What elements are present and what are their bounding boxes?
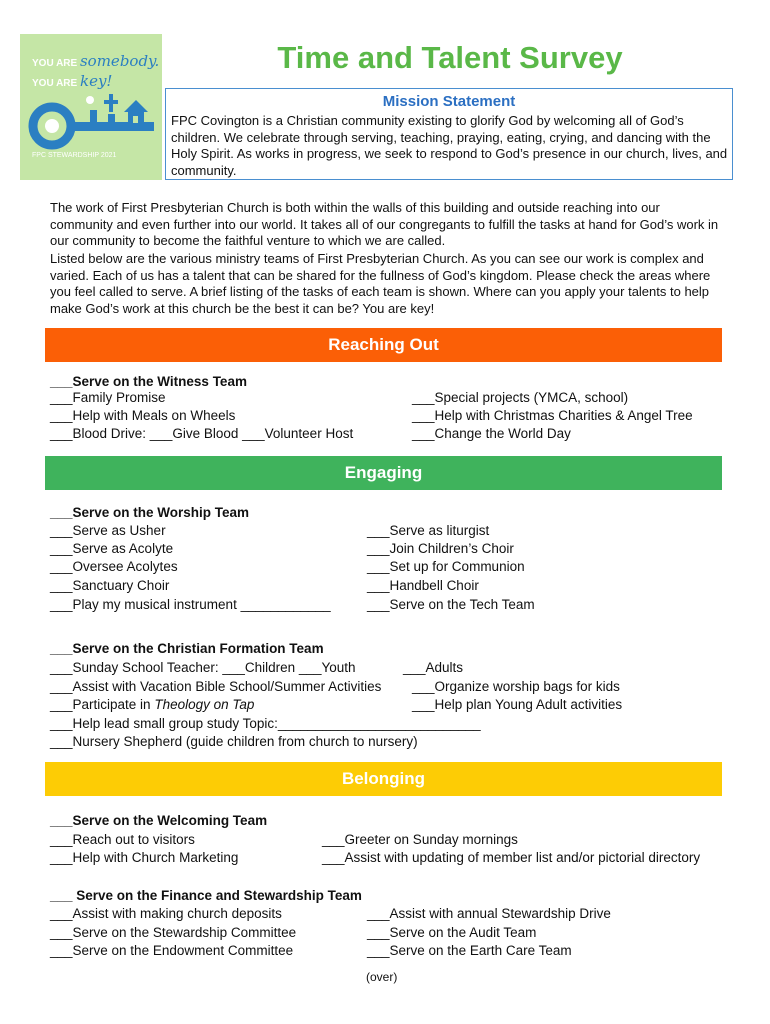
witness-team-heading[interactable]: ___Serve on the Witness Team [50,374,247,389]
witness-right-1[interactable]: ___Help with Christmas Charities & Angel Tree [412,408,693,423]
formation-young-adult[interactable]: ___Help plan Young Adult activities [412,697,623,712]
mission-box [165,88,733,180]
formation-small-group[interactable]: ___Help lead small group study Topic:___________________________ [50,716,481,731]
finance-right-0[interactable]: ___Assist with annual Stewardship Drive [367,906,611,921]
banner-belonging: Belonging [45,762,722,796]
finance-right-1[interactable]: ___Serve on the Audit Team [367,925,537,940]
witness-left-1[interactable]: ___Help with Meals on Wheels [50,408,236,423]
worship-right-4[interactable]: ___Serve on the Tech Team [367,597,535,612]
logo-line-1-script: somebody. [79,52,160,70]
worship-right-0[interactable]: ___Serve as liturgist [367,523,490,538]
worship-left-0[interactable]: ___Serve as Usher [50,523,166,538]
logo-line-1-prefix: YOU ARE [32,58,78,69]
banner-engaging: Engaging [45,456,722,490]
welcoming-right-1[interactable]: ___Assist with updating of member list and/or pictorial directory [322,850,701,865]
finance-left-2[interactable]: ___Serve on the Endowment Committee [50,943,294,958]
formation-worship-bags[interactable]: ___Organize worship bags for kids [412,679,620,694]
worship-left-1[interactable]: ___Serve as Acolyte [50,541,174,556]
finance-right-2[interactable]: ___Serve on the Earth Care Team [367,943,572,958]
mission-heading: Mission Statement [382,93,516,110]
intro-paragraph-2: Listed below are the various ministry teams of First Presbyterian Church. As you can see our work is complex and varied. Each of us has a talent that can be shared for the fullness of God’s kingdom. Please check the areas where you feel called to serve. A brief listing of the tasks of each team is shown. Where can you apply your talents to help make God’s work at this church be the best it can be? You are key! [50,251,711,316]
theology-prefix: ___Participate in [50,697,155,712]
logo-line-1 [32,52,159,70]
welcoming-left-1[interactable]: ___Help with Church Marketing [50,850,239,865]
over-note: (over) [366,970,398,984]
worship-left-2[interactable]: ___Oversee Acolytes [50,559,178,574]
welcoming-team-heading[interactable]: ___Serve on the Welcoming Team [50,813,268,828]
worship-left-3[interactable]: ___Sanctuary Choir [50,578,170,593]
worship-right-2[interactable]: ___Set up for Communion [367,559,525,574]
welcoming-right-0[interactable]: ___Greeter on Sunday mornings [322,832,518,847]
worship-right-3[interactable]: ___Handbell Choir [367,578,479,593]
finance-team-heading[interactable]: ___ Serve on the Finance and Stewardship Team [50,888,362,903]
logo-caption: FPC STEWARDSHIP 2021 [32,152,117,159]
banner-reaching-out: Reaching Out [45,328,722,362]
worship-left-4[interactable]: ___Play my musical instrument ____________ [50,597,331,612]
finance-left-1[interactable]: ___Serve on the Stewardship Committee [50,925,297,940]
witness-left-0[interactable]: ___Family Promise [50,390,166,405]
logo-line-2-prefix: YOU ARE [32,78,78,89]
formation-vbs[interactable]: ___Assist with Vacation Bible School/Summer Activities [50,679,382,694]
theology-title: Theology on Tap [154,697,255,712]
formation-theology-on-tap[interactable] [50,697,254,712]
logo-line-2-script: key! [79,72,113,90]
worship-team-heading[interactable]: ___Serve on the Worship Team [50,505,250,520]
witness-left-2[interactable]: ___Blood Drive: ___Give Blood ___Volunteer Host [50,426,354,441]
page-title: Time and Talent Survey [277,40,623,75]
witness-right-0[interactable]: ___Special projects (YMCA, school) [412,390,629,405]
logo-line-2 [32,72,112,90]
formation-team-heading[interactable]: ___Serve on the Christian Formation Team [50,641,324,656]
intro-paragraph-1: The work of First Presbyterian Church is both within the walls of this building and outside reaching into our community and even further into our world. It takes all of our congregants to fulfill the tasks at hand for God’s work in our community to become the faithful venture to which we are called. [50,200,719,249]
formation-nursery[interactable]: ___Nursery Shepherd (guide children from church to nursery) [50,734,418,749]
welcoming-left-0[interactable]: ___Reach out to visitors [50,832,195,847]
witness-right-2[interactable]: ___Change the World Day [412,426,571,441]
formation-sunday-school[interactable]: ___Sunday School Teacher: ___Children ___Youth [50,660,356,675]
stewardship-logo [20,34,162,180]
mission-text: FPC Covington is a Christian community existing to glorify God by welcoming all of God’s children. We celebrate through serving, teaching, praying, eating, crying, and dancing with the Holy Spirit. As works in progress, we seek to respond to God’s presence in our church, lives, and community. [171,113,728,178]
worship-right-1[interactable]: ___Join Children’s Choir [367,541,514,556]
formation-adults[interactable]: ___Adults [403,660,464,675]
finance-left-0[interactable]: ___Assist with making church deposits [50,906,282,921]
